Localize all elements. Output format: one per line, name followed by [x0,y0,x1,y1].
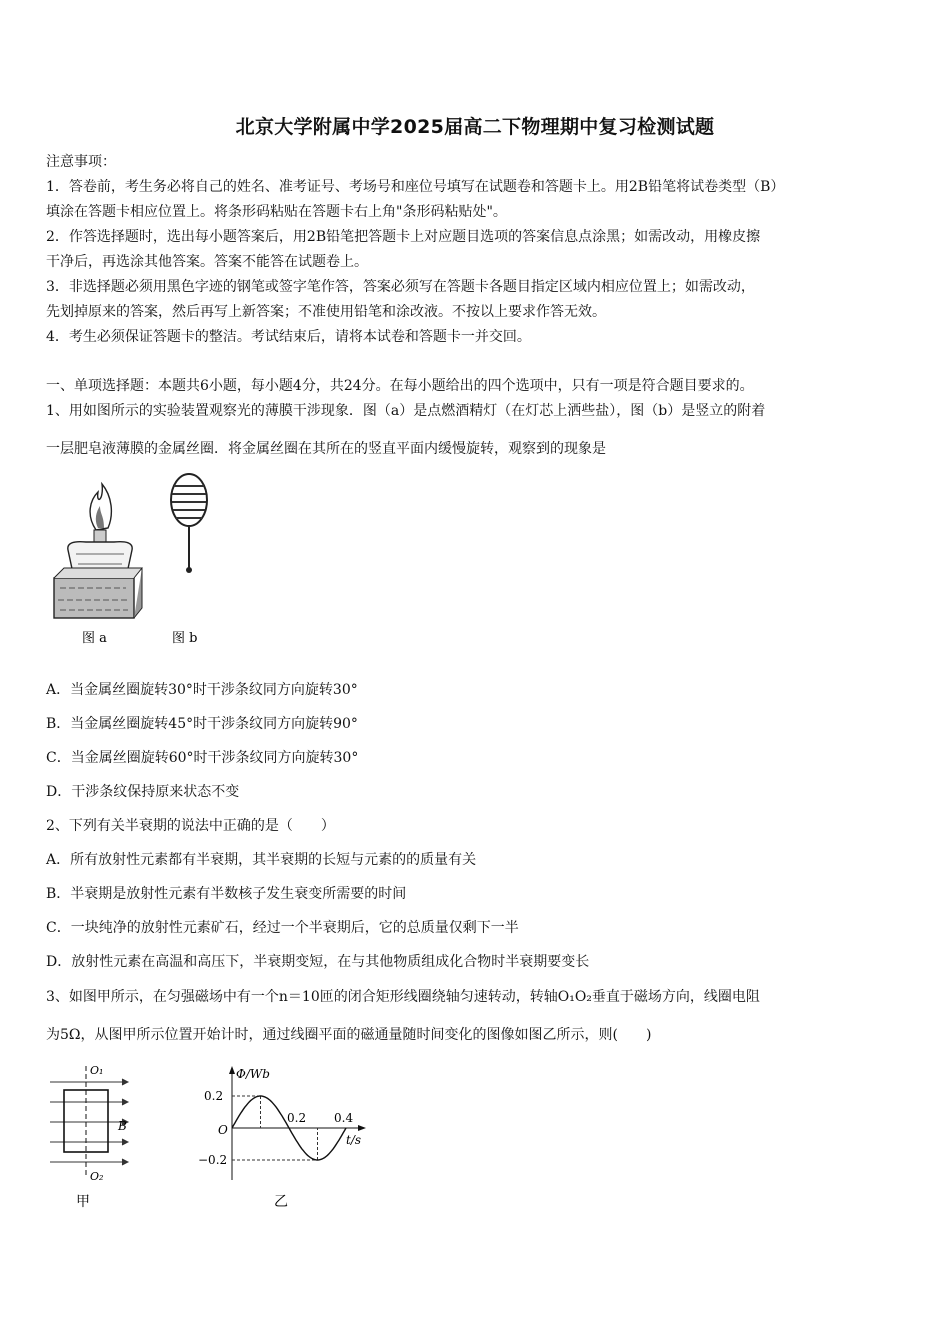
x-axis-arrow [358,1125,366,1131]
notice-line: 3．非选择题必须用黑色字迹的钢笔或签字笔作答，答案必须写在答题卡各题目指定区域内相应位置上；如需改动， [46,279,755,295]
origin-label: O [218,1123,228,1137]
q2-option-a: A．所有放射性元素都有半衰期，其半衰期的长短与元素的的质量有关 [46,852,477,868]
notice-line: 4．考生必须保证答题卡的整洁。考试结束后，请将本试卷和答题卡一并交回。 [46,329,531,345]
axis-o2-label: O₂ [90,1170,104,1183]
fig-b-caption: 图 b [172,631,198,646]
field-b-label: B [118,1119,127,1133]
notice-line: 填涂在答题卡相应位置上。将条形码粘贴在答题卡右上角"条形码粘贴处"。 [46,204,507,220]
q1-option-a: A．当金属丝圈旋转30°时干涉条纹同方向旋转30° [46,682,358,698]
q1-option-d: D．干涉条纹保持原来状态不变 [46,784,240,800]
q1-option-b: B．当金属丝圈旋转45°时干涉条纹同方向旋转90° [46,716,358,732]
flux-time-chart [196,1060,386,1210]
wire-loop-figure [160,470,230,650]
q2-option-c: C．一块纯净的放射性元素矿石，经过一个半衰期后，它的总质量仅剩下一半 [46,920,519,936]
page-title: 北京大学附属中学2025届高二下物理期中复习检测试题 [235,116,715,138]
q2-stem: 2、下列有关半衰期的说法中正确的是（ ） [46,818,335,834]
y-tick-negative: −0.2 [198,1153,228,1167]
y-axis-arrow [229,1066,235,1074]
section-heading: 一、单项选择题：本题共6小题，每小题4分，共24分。在每小题给出的四个选项中，只有一项是符合题目要求的。 [46,378,754,394]
notice-line: 1．答卷前，考生务必将自己的姓名、准考证号、考场号和座位号填写在试题卷和答题卡上。用2B铅笔将试卷类型（B） [46,179,785,195]
q1-stem: 1、用如图所示的实验装置观察光的薄膜干涉现象．图（a）是点燃酒精灯（在灯芯上洒些盐），图（b）是竖立的附着 [46,403,766,419]
q2-option-b: B．半衰期是放射性元素有半数核子发生衰变所需要的时间 [46,886,407,902]
q1-stem: 一层肥皂液薄膜的金属丝圈．将金属丝圈在其所在的竖直平面内缓慢旋转，观察到的现象是 [46,441,606,457]
alcohol-lamp-figure [46,470,156,650]
q3-stem: 为5Ω，从图甲所示位置开始计时，通过线圈平面的磁通量随时间变化的图像如图乙所示，则( ) [46,1027,652,1043]
y-axis-label: Φ/Wb [236,1067,270,1081]
y-tick-positive: 0.2 [204,1089,224,1103]
x-axis-label: t/s [346,1133,362,1147]
notice-line: 先划掉原来的答案，然后再写上新答案；不准使用铅笔和涂改液。不按以上要求作答无效。 [46,304,606,320]
fig-jia-caption: 甲 [76,1194,90,1210]
coil-in-field-figure [46,1060,146,1210]
fig-yi-caption: 乙 [274,1194,288,1210]
notice-line: 干净后，再选涂其他答案。答案不能答在试题卷上。 [46,254,368,270]
x-tick-label: 0.4 [334,1111,354,1125]
q2-option-d: D．放射性元素在高温和高压下，半衰期变短，在与其他物质组成化合物时半衰期要变长 [46,954,590,970]
notice-line: 2．作答选择题时，选出每小题答案后，用2B铅笔把答题卡上对应题目选项的答案信息点涂黑；如需改动，用橡皮擦 [46,229,761,245]
q1-option-c: C．当金属丝圈旋转60°时干涉条纹同方向旋转30° [46,750,359,766]
fig-a-caption: 图 a [82,631,107,646]
notice-heading: 注意事项： [46,154,116,170]
axis-o1-label: O₁ [90,1064,104,1077]
q3-stem: 3、如图甲所示，在匀强磁场中有一个n＝10匝的闭合矩形线圈绕轴匀速转动，转轴O₁O₂垂直于磁场方向，线圈电阻 [46,989,760,1005]
x-tick-label: 0.2 [287,1111,307,1125]
